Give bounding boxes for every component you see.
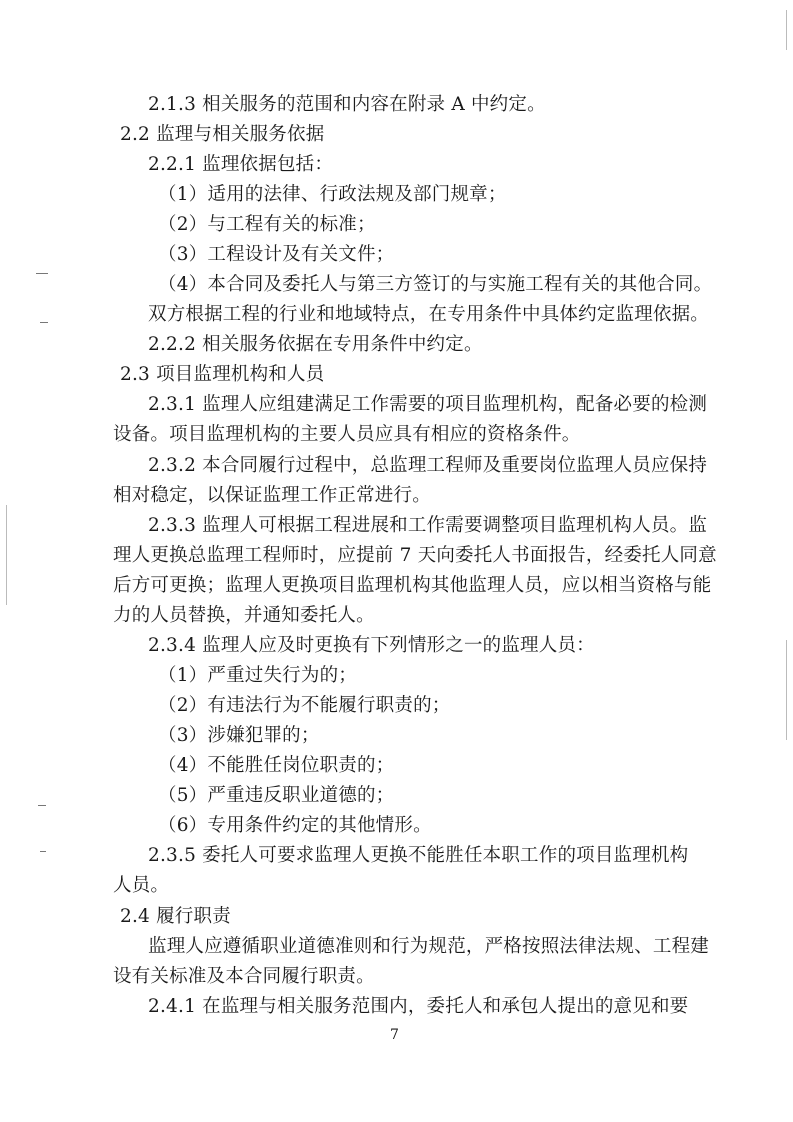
heading-2-4: 2.4 履行职责 — [120, 906, 231, 927]
list-item: （4）不能胜任岗位职责的； — [158, 755, 395, 776]
clause-2-4-1: 2.4.1 在监理与相关服务范围内，委托人和承包人提出的意见和要 — [148, 996, 689, 1017]
scan-edge-mark — [6, 505, 7, 605]
paragraph-line: 理人更换总监理工程师时，应提前 7 天向委托人书面报告，经委托人同意 — [113, 545, 717, 566]
list-item: （3）工程设计及有关文件； — [158, 244, 395, 265]
scan-speck — [36, 273, 48, 274]
clause-2-3-5: 2.3.5 委托人可要求监理人更换不能胜任本职工作的项目监理机构 — [148, 845, 689, 866]
scan-speck — [40, 322, 48, 323]
paragraph-line: 人员。 — [113, 875, 170, 896]
scan-edge-mark — [786, 640, 787, 740]
paragraph-line: 设有关标准及本合同履行职责。 — [113, 966, 375, 987]
list-item: （6）专用条件约定的其他情形。 — [158, 815, 432, 836]
paragraph-line: 相对稳定，以保证监理工作正常进行。 — [113, 485, 431, 506]
page-number: 7 — [390, 1027, 399, 1043]
heading-2-2: 2.2 监理与相关服务依据 — [120, 124, 325, 145]
paragraph-line: 后方可更换；监理人更换项目监理机构其他监理人员，应以相当资格与能 — [113, 575, 712, 596]
clause-2-3-3: 2.3.3 监理人可根据工程进展和工作需要调整项目监理机构人员。监 — [148, 515, 708, 536]
list-item: （2）与工程有关的标准； — [158, 214, 376, 235]
paragraph-line: 监理人应遵循职业道德准则和行为规范，严格按照法律法规、工程建 — [148, 936, 710, 957]
paragraph-line: 力的人员替换，并通知委托人。 — [113, 605, 375, 626]
clause-2-2-1: 2.2.1 监理依据包括： — [148, 154, 334, 175]
list-item: （1）适用的法律、行政法规及部门规章； — [158, 184, 507, 205]
clause-2-3-4: 2.3.4 监理人应及时更换有下列情形之一的监理人员： — [148, 635, 595, 656]
clause-2-1-3: 2.1.3 相关服务的范围和内容在附录 A 中约定。 — [148, 94, 546, 115]
clause-2-3-1: 2.3.1 监理人应组建满足工作需要的项目监理机构，配备必要的检测 — [148, 394, 708, 415]
paragraph-line: 双方根据工程的行业和地域特点，在专用条件中具体约定监理依据。 — [148, 304, 710, 325]
heading-2-3: 2.3 项目监理机构和人员 — [120, 364, 325, 385]
scan-edge-mark — [786, 10, 787, 50]
scan-speck — [38, 805, 46, 806]
scan-speck — [40, 851, 46, 852]
list-item: （5）严重违反职业道德的； — [158, 785, 395, 806]
list-item: （2）有违法行为不能履行职责的； — [158, 695, 451, 716]
list-item: （1）严重过失行为的； — [158, 665, 357, 686]
paragraph-line: 设备。项目监理机构的主要人员应具有相应的资格条件。 — [113, 424, 581, 445]
list-item: （3）涉嫌犯罪的； — [158, 725, 320, 746]
clause-2-2-2: 2.2.2 相关服务依据在专用条件中约定。 — [148, 334, 483, 355]
clause-2-3-2: 2.3.2 本合同履行过程中，总监理工程师及重要岗位监理人员应保持 — [148, 455, 708, 476]
list-item: （4）本合同及委托人与第三方签订的与实施工程有关的其他合同。 — [158, 274, 713, 295]
